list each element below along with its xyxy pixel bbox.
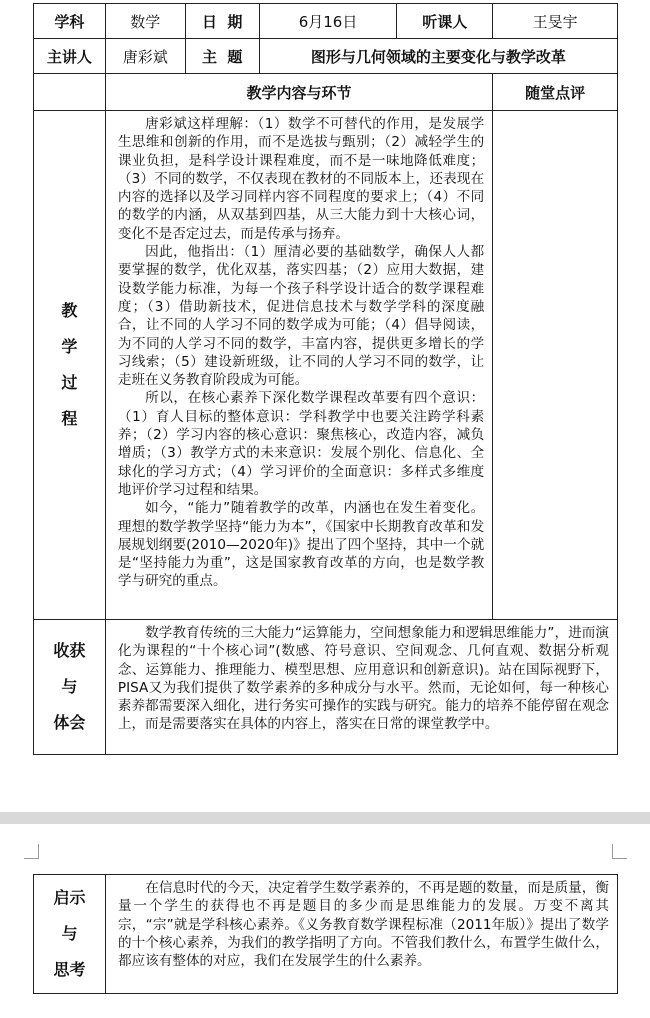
gains-side-label: 收获 与 体会 [34, 620, 106, 755]
header-row-1 [34, 4, 618, 39]
subject-value: 数学 [105, 4, 185, 39]
inspiration-content [106, 875, 618, 994]
topic-label: 主 题 [185, 39, 259, 74]
listener-value: 王旻宇 [493, 4, 618, 39]
process-paragraph: 所以，在核心素养下深化数学课程改革要有四个意识：（1）育人目标的整体意识：学科教学中也要关注跨学科素养；（2）学习内容的核心意识：聚焦核心，改造内容，减负增质；（3）教学方式的未来意识：发展个别化、信息化、全球化的学习方式；（4）学习评价的全面意识：多样式多维度地评价学习过程和结果。 [117, 390, 485, 498]
content-heading: 教学内容与环节 [105, 74, 492, 111]
page-corner-mark [612, 844, 627, 859]
date-label: 日 期 [185, 4, 259, 39]
process-row [34, 111, 618, 620]
date-value: 6月16日 [259, 4, 397, 39]
gains-paragraph: 数学教育传统的三大能力“运算能力，空间想象能力和逻辑思维能力”，进而演化为课程的“十个核心词”(数感、符号意识、空间观念、几何直观、数据分析观念、运算能力、推理能力、模型思想、应用意识和创新意识)。站在国际视野下，PISA又为我们提供了数学素养的多种成分与水平。然而，无论如何，每一种核心素养都需要深入细化，进行务实可操作的实践与研究。能力的培养不能停留在观念上，而是需要落实在具体的内容上，落实在日常的课堂教学中。 [117, 625, 609, 733]
inspiration-row [34, 875, 618, 994]
comment-heading: 随堂点评 [493, 74, 618, 111]
process-paragraph: 因此，他指出：（1）厘清必要的基础数学，确保人人都要掌握的数学，优化双基，落实四基；（2）应用大数据，建设数学能力标准，为每一个孩子科学设计适合的数学课程难度；（3）借助新技术，促进信息技术与数学学科的深度融合，让不同的人学习不同的数学成为可能；（4）倡导阅读，为不同的人学习不同的数学，丰富内容，提供更多增长的学习线索；（5）建设新班级，让不同的人学习不同的数学，让走班在义务教育阶段成为可能。 [117, 244, 485, 389]
speaker-label: 主讲人 [34, 39, 106, 74]
speaker-value: 唐彩斌 [105, 39, 185, 74]
process-paragraph: 唐彩斌这样理解：（1）数学不可替代的作用，是发展学生思维和创新的作用，而不是选拔与甄别；（2）减轻学生的课业负担，是科学设计课程难度，而不是一味地降低难度；（3）不同的数学，不仅表现在教材的不同版本上，还表现在内容的选择以及学习同样内容不同程度的要求上；（4）不同的数学的内涵，从双基到四基，从三大能力到十大核心词，变化不是否定过去，而是传承与扬弃。 [117, 116, 485, 242]
process-paragraph: 如今，“能力”随着教学的改革，内涵也在发生着变化。理想的数学教学坚持“能力为本”，《国家中长期教育改革和发展规划纲要(2010—2020年)》提出了四个坚持，其中一个就是“坚持能力为重”，这是国家教育改革的方向，也是数学教学与研究的重点。 [117, 500, 485, 590]
inspiration-paragraph: 在信息时代的今天，决定着学生数学素养的，不再是题的数量，而是质量，衡量一个学生的获得也不再是题目的多少而是思维能力的发展。万变不离其宗，“宗”就是学科核心素养。《义务教育数学课程标准（2011年版）》提出了数学的十个核心素养，为我们的教学指明了方向。不管我们教什么，布置学生做什么，都应该有整体的对应，我们在发展学生的什么素养。 [118, 880, 609, 970]
listener-label: 听课人 [397, 4, 493, 39]
empty-corner-cell [34, 74, 106, 111]
topic-value: 图形与几何领域的主要变化与教学改革 [259, 39, 617, 74]
header-row-2 [34, 39, 618, 74]
page-corner-mark [24, 844, 39, 859]
inspiration-table [33, 874, 618, 994]
process-side-label: 教 学 过 程 [34, 111, 106, 620]
gains-content [105, 620, 617, 755]
process-content [105, 111, 492, 620]
page-gap [0, 812, 650, 824]
lesson-record-table [33, 3, 618, 755]
gains-row [34, 620, 618, 755]
subject-label: 学科 [34, 4, 106, 39]
document-page-2 [0, 824, 650, 1018]
header-row-3 [34, 74, 618, 111]
inspiration-side-label: 启示 与 思考 [34, 875, 106, 994]
process-comment-cell [493, 111, 618, 620]
